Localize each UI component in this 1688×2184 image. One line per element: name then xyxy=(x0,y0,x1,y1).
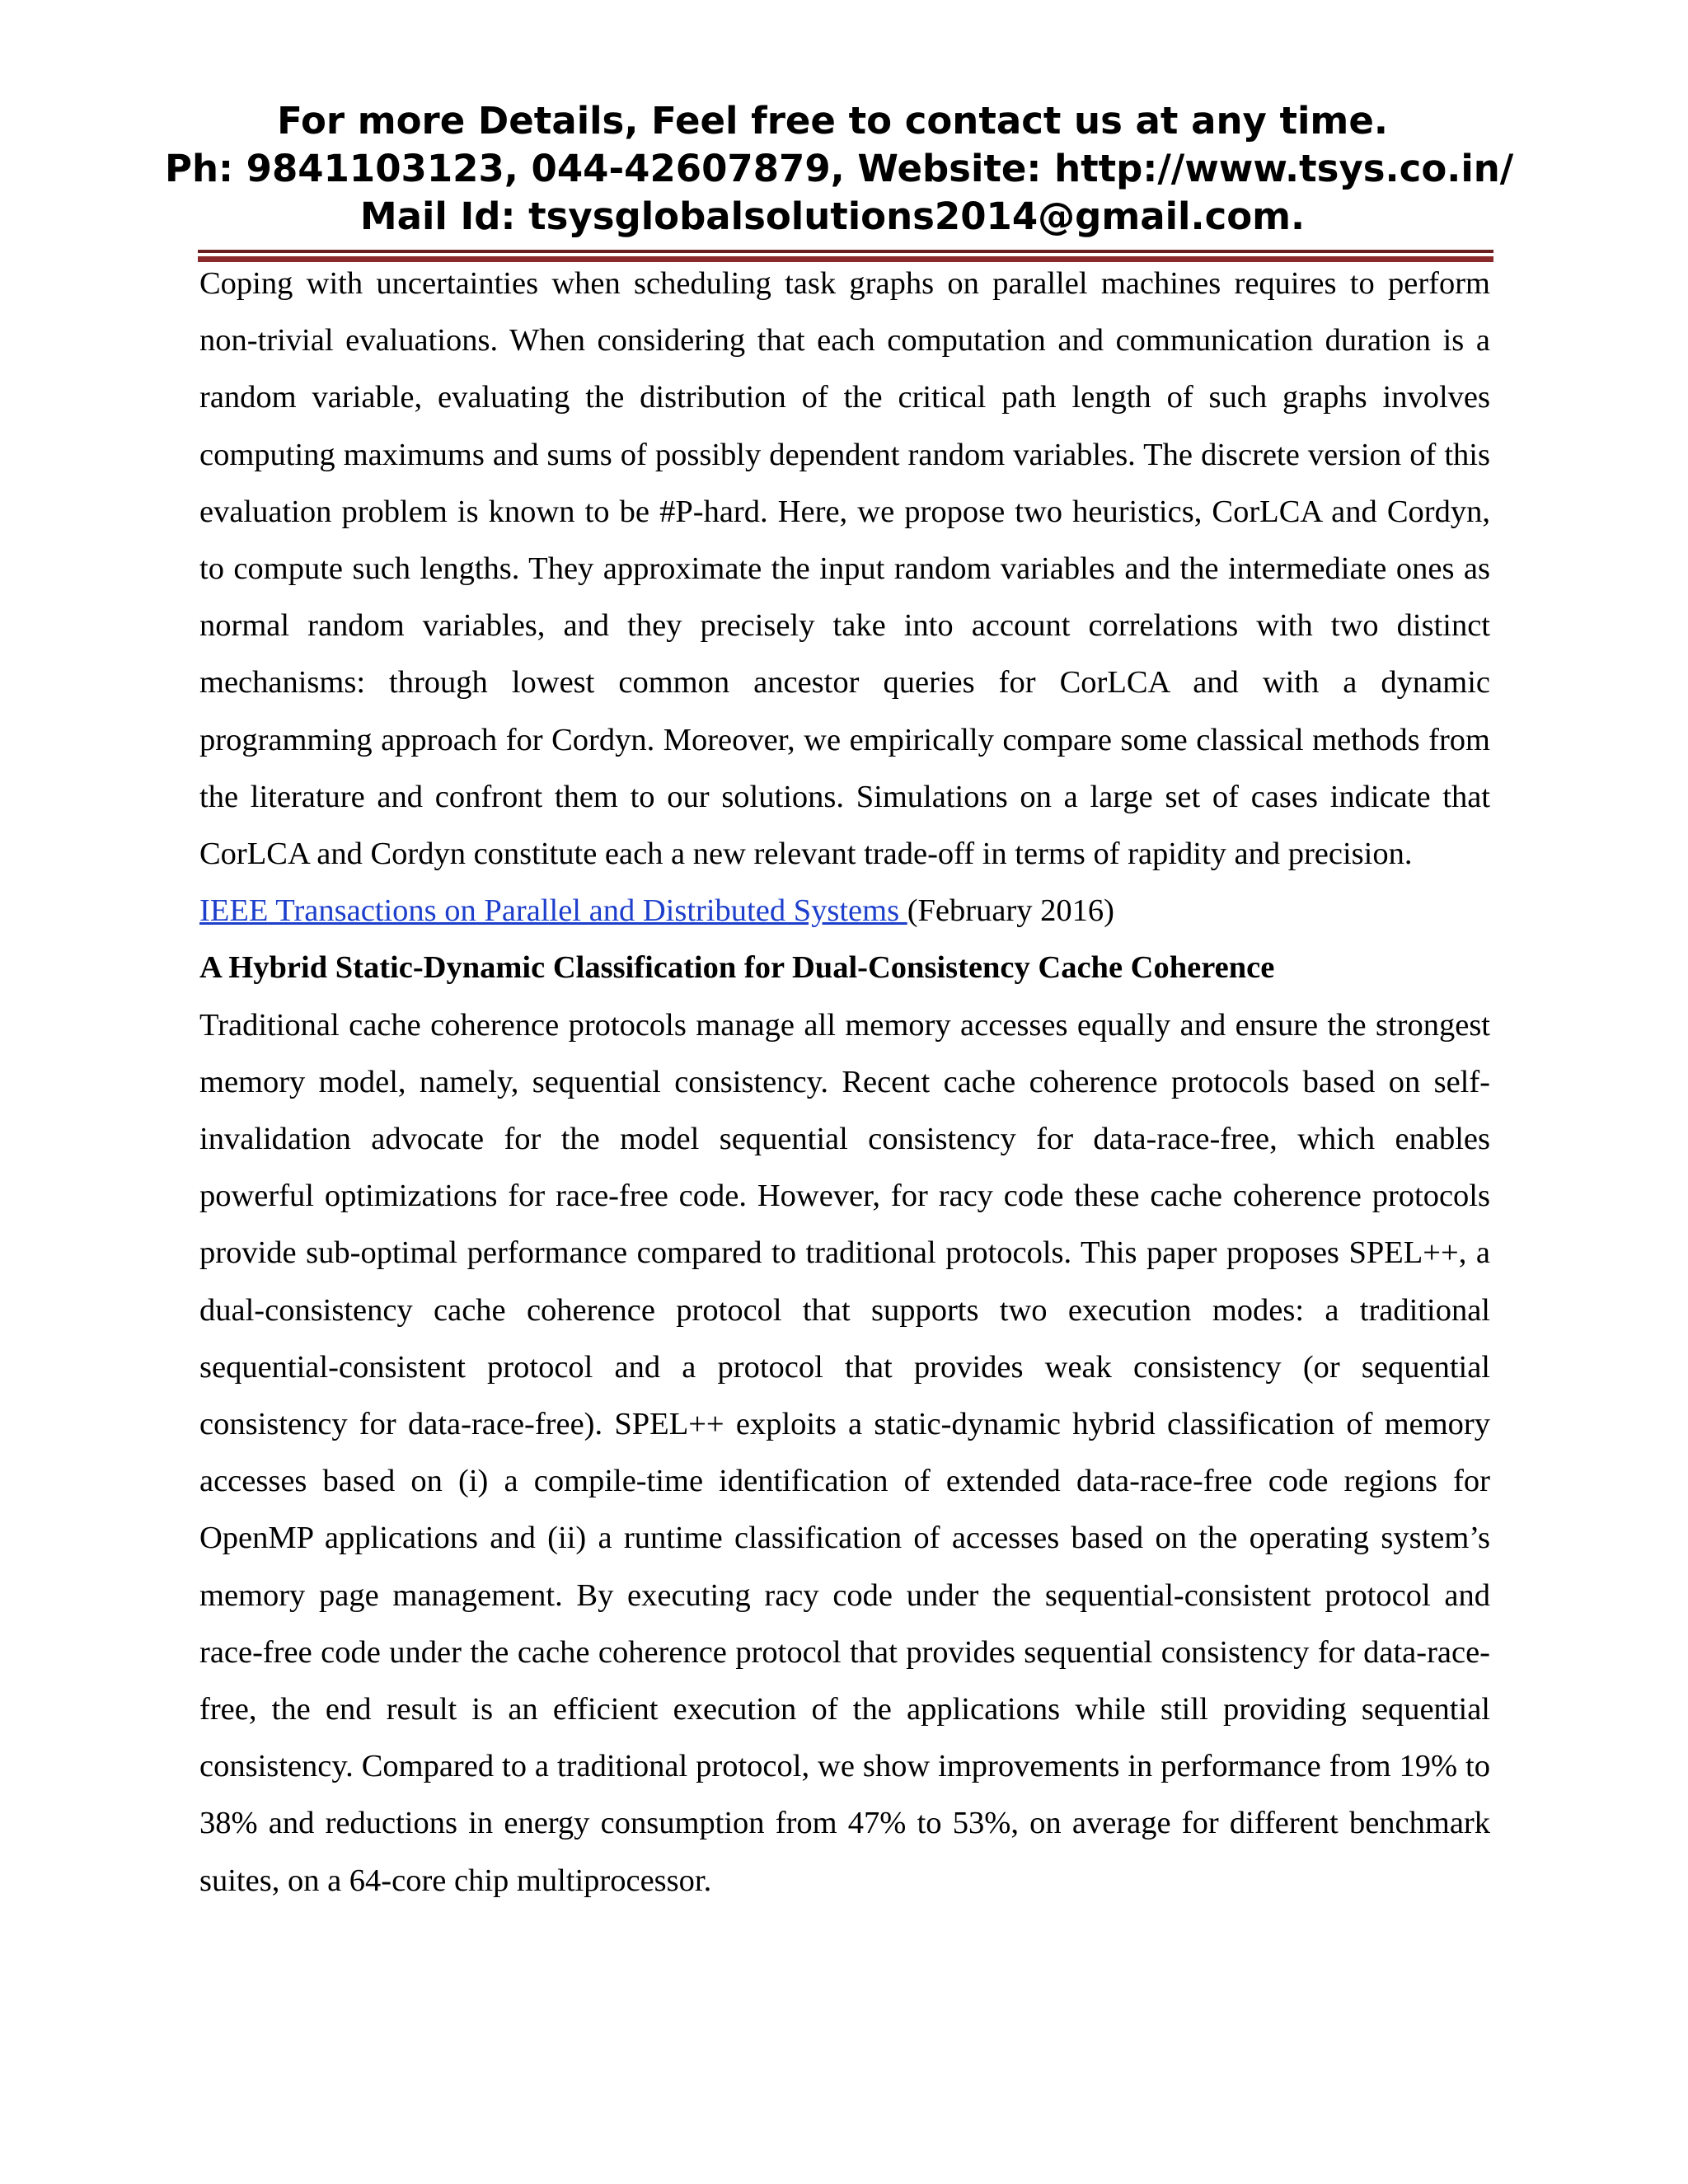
paper-title: A Hybrid Static-Dynamic Classification for Dual-Consistency Cache Coherence xyxy=(199,950,1275,986)
document-body xyxy=(199,255,1490,1910)
abstract-paragraph-2: Traditional cache coherence protocols manage all memory accesses equally and ensure the strongest memory model, namely, sequential consistency. Recent cache coherence protocols based on self-invalidation advocate for the model sequential consistency for data-race-free, which enables powerful optimizations for race-free code. However, for racy code these cache coherence protocols provide sub-optimal performance compared to traditional protocols. This paper proposes SPEL++, a dual-consistency cache coherence protocol that supports two execution modes: a traditional sequential-consistent protocol and a protocol that provides weak consistency (or sequential consistency for data-race-free). SPEL++ exploits a static-dynamic hybrid classification of memory accesses based on (i) a compile-time identification of extended data-race-free code regions for OpenMP applications and (ii) a runtime classification of accesses based on the operating system’s memory page management. By executing racy code under the sequential-consistent protocol and race-free code under the cache coherence protocol that provides sequential consistency for data-race-free, the end result is an efficient execution of the applications while still providing sequential consistency. Compared to a traditional protocol, we show improvements in performance from 19% to 38% and reductions in energy consumption from 47% to 53%, on average for different benchmark suites, on a 64-core chip multiprocessor. xyxy=(199,1007,1490,1898)
contact-line-1: For more Details, Feel free to contact us at any time. xyxy=(277,99,1388,143)
publication-source xyxy=(199,883,1490,940)
contact-line-3: Mail Id: tsysglobalsolutions2014@gmail.com. xyxy=(359,194,1306,238)
contact-line-2: Ph: 9841103123, 044-42607879, Website: http://www.tsys.co.in/ xyxy=(165,147,1514,190)
header-rule-thin xyxy=(198,250,1493,253)
abstract-paragraph-1: Coping with uncertainties when scheduling task graphs on parallel machines requires to perform non-trivial evaluations. When considering that each computation and communication duration is a random variable, evaluating the distribution of the critical path length of such graphs involves computing maximums and sums of possibly dependent random variables. The discrete version of this evaluation problem is known to be #P-hard. Here, we propose two heuristics, CorLCA and Cordyn, to compute such lengths. They approximate the input random variables and the intermediate ones as normal random variables, and they precisely take into account correlations with two distinct mechanisms: through lowest common ancestor queries for CorLCA and with a dynamic programming approach for Cordyn. Moreover, we empirically compare some classical methods from the literature and confront them to our solutions. Simulations on a large set of cases indicate that CorLCA and Cordyn constitute each a new relevant trade-off in terms of rapidity and precision. xyxy=(199,266,1490,872)
publication-date: (February 2016) xyxy=(907,893,1114,929)
contact-header xyxy=(165,97,1514,241)
journal-link[interactable]: IEEE Transactions on Parallel and Distributed Systems xyxy=(199,893,907,929)
